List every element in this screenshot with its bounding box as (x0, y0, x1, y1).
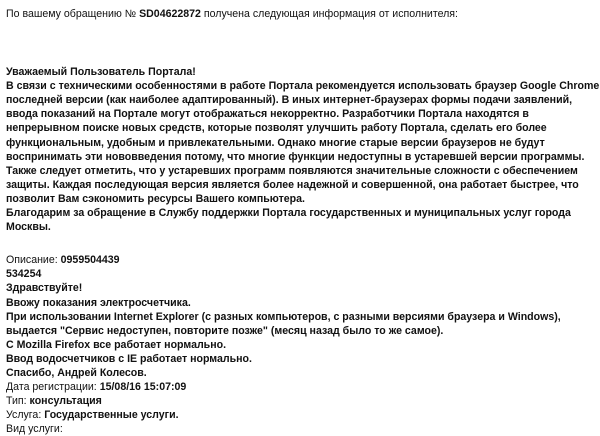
field-label: Вид услуги: (6, 423, 63, 436)
response-line: Также следует отметить, что у устаревших программ появляются значительные сложности с обеспечением (6, 164, 578, 177)
response-line: функциональным, удобным и привлекательными. Однако многие старые версии браузеров не будут (6, 136, 545, 149)
description-line: С Mozilla Firefox все работает нормально. (6, 338, 227, 351)
field-label: Услуга: (6, 409, 45, 422)
field-registration-date (6, 380, 596, 394)
description-line: Спасибо, Андрей Колесов. (6, 366, 147, 379)
response-line: Москвы. (6, 221, 51, 234)
response-block (6, 65, 600, 234)
response-line: позволит Вам сэкономить ресурсы Вашего компьютера. (6, 192, 305, 205)
ticket-number: SD04622872 (139, 8, 201, 20)
description-line: Здравствуйте! (6, 282, 83, 295)
response-line: последней версии (как наиболее адаптированный). В иных интернет-браузерах формы подачи заявлений, (6, 94, 573, 107)
response-line: воспринимать эти нововведения потому, что многие функции недоступны в устаревшей версии программы. (6, 150, 585, 163)
field-service-kind (6, 422, 596, 436)
fields-block (6, 380, 596, 436)
field-value: Государственные услуги. (44, 409, 179, 422)
response-line: Благодарим за обращение в Службу поддержки Портала государственных и муниципальных услуг города (6, 207, 571, 220)
field-value: 15/08/16 15:07:09 (99, 381, 187, 394)
response-line: непрерывном поиске новых средств, которые позволят улучшить работу Портала, сделать его более (6, 122, 547, 135)
header-suffix: получена следующая информация от исполнителя: (200, 8, 458, 20)
description-line: Ввод водосчетчиков с IE работает нормально. (6, 352, 252, 365)
description-value: 0959504439 (60, 254, 120, 267)
response-line: В связи с техническими особенностями в работе Портала рекомендуется использовать браузер Google Chrome (6, 80, 600, 93)
description-block (6, 253, 596, 380)
greeting: Уважаемый Пользователь Портала! (6, 66, 196, 79)
description-line: При использовании Internet Explorer (с разных компьютеров, с разными версиями браузера и Windows), (6, 310, 561, 323)
description-line: 534254 (6, 268, 42, 281)
description-label: Описание: (6, 254, 61, 267)
field-label: Дата регистрации: (6, 381, 100, 394)
description-line: Ввожу показания электросчетчика. (6, 296, 191, 309)
spacer (6, 234, 596, 253)
field-label: Тип: (6, 395, 30, 408)
message-body (6, 7, 600, 436)
field-service (6, 408, 596, 422)
header-prefix: По вашему обращению № (6, 8, 140, 20)
description-line: выдается "Сервис недоступен, повторите позже" (месяц назад было то же самое). (6, 324, 444, 337)
field-type (6, 394, 596, 408)
response-line: защиты. Каждая последующая версия является более надежной и совершенной, она работает быстрее, что (6, 178, 579, 191)
response-line: ввода показаний на Портале могут отображаться некорректно. Разработчики Портала находятся в (6, 108, 529, 121)
field-value: консультация (29, 395, 102, 408)
description-line (6, 253, 596, 267)
header-line (6, 7, 596, 21)
